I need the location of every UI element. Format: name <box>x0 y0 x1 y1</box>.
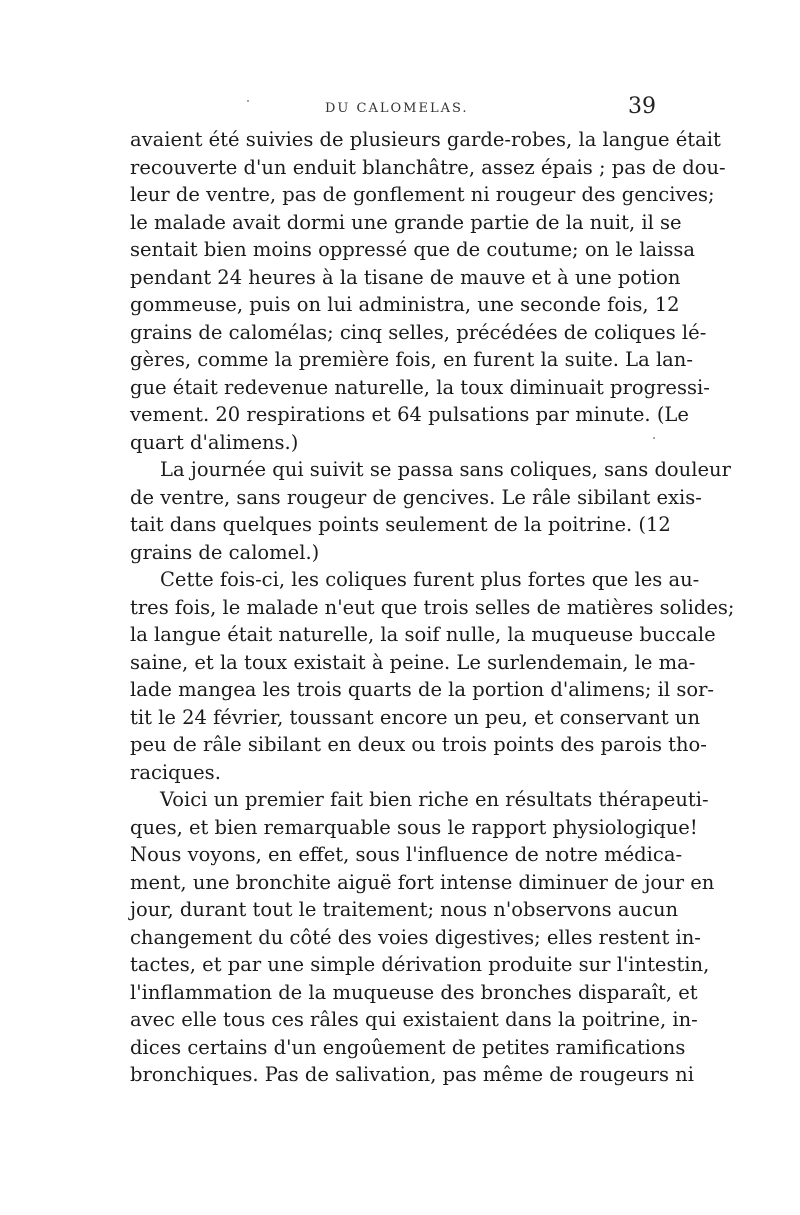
text-line: ques, et bien remarquable sous le rapport physiologique! <box>130 815 698 839</box>
text-line: gommeuse, puis on lui administra, une seconde fois, 12 <box>130 293 680 316</box>
text-line: la langue était naturelle, la soif nulle, la muqueuse buccale <box>130 623 716 646</box>
text-line: gue était redevenue naturelle, la toux diminuait progressi- <box>130 375 710 399</box>
text-line: bronchiques. Pas de salivation, pas même de rougeurs ni <box>130 1063 694 1086</box>
text-line: avec elle tous ces râles qui existaient dans la poitrine, in- <box>130 1008 698 1031</box>
text-line: avaient été suivies de plusieurs garde-robes, la langue était <box>130 128 721 151</box>
text-line: gères, comme la première fois, en furent la suite. La lan- <box>130 348 693 371</box>
text-line: Voici un premier fait bien riche en résultats thérapeuti- <box>160 788 709 811</box>
page-number: 39 <box>628 94 656 119</box>
text-line: grains de calomélas; cinq selles, précédées de coliques lé- <box>130 320 707 344</box>
body-text <box>130 126 735 1089</box>
text-line: dices certains d'un engoûement de petites ramifications <box>130 1035 686 1059</box>
text-line: tit le 24 février, toussant encore un peu, et conservant un <box>130 705 701 729</box>
running-title: DU CALOMELAS. <box>325 101 469 116</box>
text-line: grains de calomel.) <box>130 540 320 564</box>
text-line: pendant 24 heures à la tisane de mauve et à une potion <box>130 265 681 289</box>
text-line: lade mangea les trois quarts de la portion d'alimens; il sor- <box>130 678 714 701</box>
text-line: changement du côté des voies digestives; elles restent in- <box>130 925 701 949</box>
text-line: de ventre, sans rougeur de gencives. Le râle sibilant exis- <box>130 485 702 509</box>
text-line: tres fois, le malade n'eut que trois selles de matières solides; <box>130 595 735 619</box>
text-line: peu de râle sibilant en deux ou trois points des parois tho- <box>130 733 707 756</box>
text-line: quart d'alimens.) <box>130 430 299 454</box>
print-speck <box>247 100 249 102</box>
text-line: Cette fois-ci, les coliques furent plus fortes que les au- <box>160 568 700 591</box>
text-line: sentait bien moins oppressé que de coutume; on le laissa <box>130 238 696 261</box>
text-line: raciques. <box>130 760 221 784</box>
text-line: l'inflammation de la muqueuse des bronches disparaît, et <box>130 980 698 1004</box>
text-line: saine, et la toux existait à peine. Le surlendemain, le ma- <box>130 650 696 674</box>
text-line: recouverte d'un enduit blanchâtre, assez épais ; pas de dou- <box>130 155 726 179</box>
text-line: vement. 20 respirations et 64 pulsations par minute. (Le <box>130 403 689 426</box>
text-line: leur de ventre, pas de gonflement ni rougeur des gencives; <box>130 183 715 206</box>
text-line: tait dans quelques points seulement de la poitrine. (12 <box>130 513 671 536</box>
text-line: La journée qui suivit se passa sans coliques, sans douleur <box>160 458 731 481</box>
text-line: jour, durant tout le traitement; nous n'observons aucun <box>130 898 679 921</box>
text-line: Nous voyons, en effet, sous l'influence de notre médica- <box>130 843 683 866</box>
text-line: tactes, et par une simple dérivation produite sur l'intestin, <box>130 953 710 976</box>
text-line: ment, une bronchite aiguë fort intense diminuer de jour en <box>130 870 715 894</box>
print-speck <box>653 437 655 439</box>
text-line: le malade avait dormi une grande partie de la nuit, il se <box>130 210 682 234</box>
